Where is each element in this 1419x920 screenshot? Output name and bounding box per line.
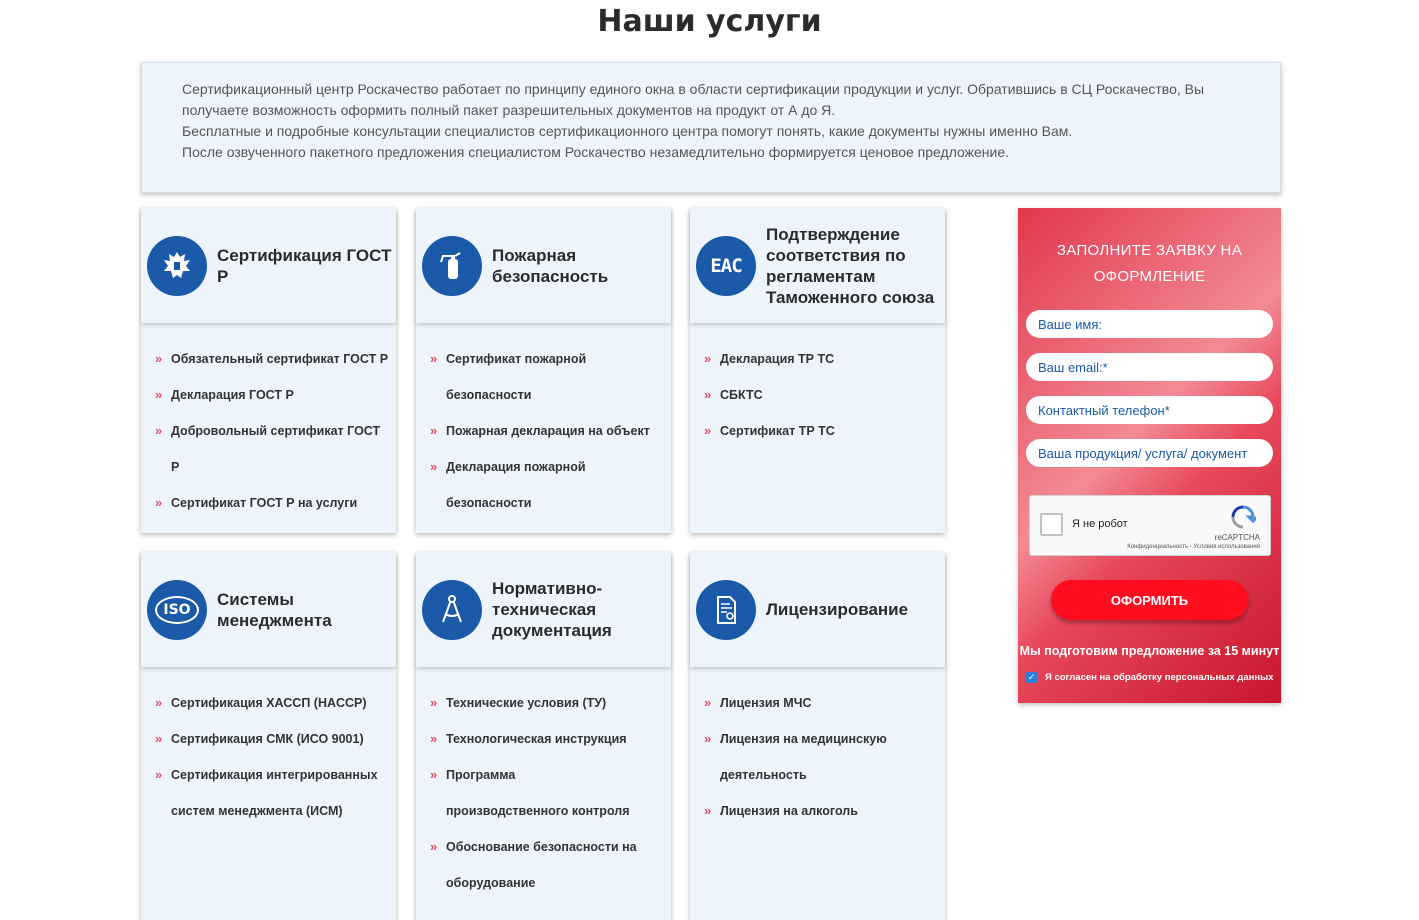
card-list-item[interactable] <box>155 341 390 377</box>
card-title[interactable]: Сертификация ГОСТ Р <box>217 245 392 286</box>
chevron-right-icon: » <box>430 459 438 474</box>
card-link-label[interactable]: Программа производственного контроля <box>446 768 630 818</box>
chevron-right-icon: » <box>704 803 712 818</box>
card-link-label[interactable]: Декларация ГОСТ Р <box>171 388 294 402</box>
chevron-right-icon: » <box>704 423 712 438</box>
card-link-label[interactable]: Сертификация интегрированных систем менеджмента (ИСМ) <box>171 768 378 818</box>
eac-icon-text: ЕАС <box>710 254 742 277</box>
service-card-eac[interactable] <box>690 208 945 533</box>
iso-icon <box>147 580 207 640</box>
chevron-right-icon: » <box>704 731 712 746</box>
consent-label[interactable]: Я согласен на обработку персональных данных <box>1045 672 1274 683</box>
form-note: Мы подготовим предложение за 15 минут <box>1019 644 1280 658</box>
submit-button[interactable]: ОФОРМИТЬ <box>1051 580 1248 620</box>
eac-icon <box>696 236 756 296</box>
product-input[interactable] <box>1026 439 1273 467</box>
card-link-label[interactable]: Технические условия (ТУ) <box>446 696 607 710</box>
card-list <box>690 667 945 829</box>
recaptcha-label: Я не робот <box>1072 518 1128 530</box>
form-title-line: ЗАПОЛНИТЕ ЗАЯВКУ НА <box>1056 242 1242 259</box>
chevron-right-icon: » <box>155 767 163 782</box>
card-link-label[interactable]: Технологическая инструкция <box>446 732 627 746</box>
card-list-item[interactable] <box>430 449 665 521</box>
card-list-item[interactable] <box>155 685 390 721</box>
card-list-item[interactable] <box>430 413 665 449</box>
request-form <box>1018 208 1281 703</box>
card-link-label[interactable]: Сертификат ТР ТС <box>720 424 835 438</box>
card-title[interactable]: Лицензирование <box>766 600 909 619</box>
card-list-item[interactable] <box>430 685 665 721</box>
recaptcha-brand: reCAPTCHA <box>1214 533 1260 542</box>
card-list-item[interactable] <box>430 721 665 757</box>
card-list-item[interactable] <box>704 793 939 829</box>
intro-paragraph: Сертификационный центр Роскачество работает по принципу единого окна в области сертификации продукции и услуг. Обратившись в СЦ Роскачество, Вы получаете возможность оформить полный пакет разрешительных документов на продукт от А до Я. <box>182 81 1205 118</box>
card-link-label[interactable]: Лицензия МЧС <box>720 696 812 710</box>
card-header[interactable] <box>141 552 396 667</box>
card-link-label[interactable]: Обоснование безопасности на оборудование <box>446 840 637 890</box>
intro-paragraph: После озвученного пакетного предложения специалистом Роскачество незамедлительно формируется ценовое предложение. <box>182 144 1010 160</box>
card-link-label[interactable]: СБКТС <box>720 388 763 402</box>
card-link-label[interactable]: Лицензия на медицинскую деятельность <box>720 732 887 782</box>
fire-extinguisher-icon <box>422 236 482 296</box>
card-list-item[interactable] <box>430 757 640 829</box>
phone-input[interactable] <box>1026 396 1273 424</box>
service-card-licensing[interactable] <box>690 552 945 920</box>
license-document-icon <box>696 580 756 640</box>
recaptcha-logo-icon <box>1230 504 1256 530</box>
card-list-item[interactable] <box>704 721 904 793</box>
card-list-item[interactable] <box>430 829 640 901</box>
chevron-right-icon: » <box>155 695 163 710</box>
eagle-emblem-icon <box>147 236 207 296</box>
card-list-item[interactable] <box>155 757 390 829</box>
card-header[interactable] <box>416 552 671 667</box>
card-list-item[interactable] <box>155 413 390 485</box>
form-title <box>1018 238 1281 290</box>
card-list-item[interactable] <box>704 685 939 721</box>
card-title[interactable]: Системы менеджмента <box>217 589 332 630</box>
card-list-item[interactable] <box>155 377 390 413</box>
card-list-item[interactable] <box>704 377 939 413</box>
card-list-item[interactable] <box>704 413 939 449</box>
email-input[interactable] <box>1026 353 1273 381</box>
card-header[interactable] <box>141 208 396 323</box>
card-header[interactable] <box>416 208 671 323</box>
card-list <box>416 667 671 901</box>
card-title[interactable]: Подтверждение соответствия по регламентам Таможенного союза <box>766 224 935 307</box>
chevron-right-icon: » <box>430 767 438 782</box>
card-list <box>690 323 945 449</box>
service-card-gost[interactable] <box>141 208 396 533</box>
chevron-right-icon: » <box>430 423 438 438</box>
card-link-label[interactable]: Лицензия на алкоголь <box>720 804 858 818</box>
chevron-right-icon: » <box>430 731 438 746</box>
card-header[interactable] <box>690 208 945 323</box>
card-list <box>416 323 671 521</box>
card-title[interactable]: Пожарная безопасность <box>492 245 609 286</box>
recaptcha-checkbox[interactable] <box>1040 513 1063 536</box>
intro-paragraph: Бесплатные и подробные консультации специалистов сертификационного центра помогут понять, какие документы нужны именно Вам. <box>182 123 1073 139</box>
chevron-right-icon: » <box>430 695 438 710</box>
card-title[interactable]: Нормативно-техническая документация <box>492 579 612 640</box>
chevron-right-icon: » <box>155 731 163 746</box>
form-title-line: ОФОРМЛЕНИЕ <box>1093 268 1206 285</box>
service-card-fire[interactable] <box>416 208 671 533</box>
card-link-label[interactable]: Пожарная декларация на объект <box>446 424 650 438</box>
service-card-documentation[interactable] <box>416 552 671 920</box>
card-header[interactable] <box>690 552 945 667</box>
recaptcha-widget <box>1029 495 1271 556</box>
card-link-label[interactable]: Сертификация ХАССП (HACCP) <box>171 696 367 710</box>
consent-row[interactable] <box>1026 672 1274 683</box>
chevron-right-icon: » <box>155 351 163 366</box>
checkmark-icon[interactable]: ✓ <box>1027 672 1036 682</box>
card-link-label[interactable]: Сертификат ГОСТ Р на услуги <box>171 496 358 510</box>
service-card-management[interactable] <box>141 552 396 920</box>
chevron-right-icon: » <box>704 351 712 366</box>
card-link-label[interactable]: Обязательный сертификат ГОСТ Р <box>171 352 389 366</box>
card-list-item[interactable] <box>430 341 665 413</box>
card-link-label[interactable]: Декларация ТР ТС <box>720 352 835 366</box>
card-list <box>141 667 396 829</box>
chevron-right-icon: » <box>430 839 438 854</box>
card-link-label[interactable]: Декларация пожарной безопасности <box>446 460 586 510</box>
chevron-right-icon: » <box>704 695 712 710</box>
name-input[interactable] <box>1026 310 1273 338</box>
iso-icon-text: ISO <box>163 601 191 618</box>
chevron-right-icon: » <box>155 387 163 402</box>
card-link-label[interactable]: Сертификация СМК (ИСО 9001) <box>171 732 364 746</box>
intro-box <box>141 62 1281 193</box>
chevron-right-icon: » <box>155 423 163 438</box>
chevron-right-icon: » <box>430 351 438 366</box>
card-link-label[interactable]: Добровольный сертификат ГОСТ Р <box>171 424 381 474</box>
card-list-item[interactable] <box>704 341 939 377</box>
card-list-item[interactable] <box>155 485 390 521</box>
chevron-right-icon: » <box>155 495 163 510</box>
recaptcha-links[interactable]: Конфиденциальность - Условия использования <box>1127 544 1260 550</box>
compass-icon <box>422 580 482 640</box>
card-list-item[interactable] <box>155 721 390 757</box>
page-title: Наши услуги <box>597 4 822 39</box>
chevron-right-icon: » <box>704 387 712 402</box>
card-link-label[interactable]: Сертификат пожарной безопасности <box>446 352 587 402</box>
card-list <box>141 323 396 521</box>
